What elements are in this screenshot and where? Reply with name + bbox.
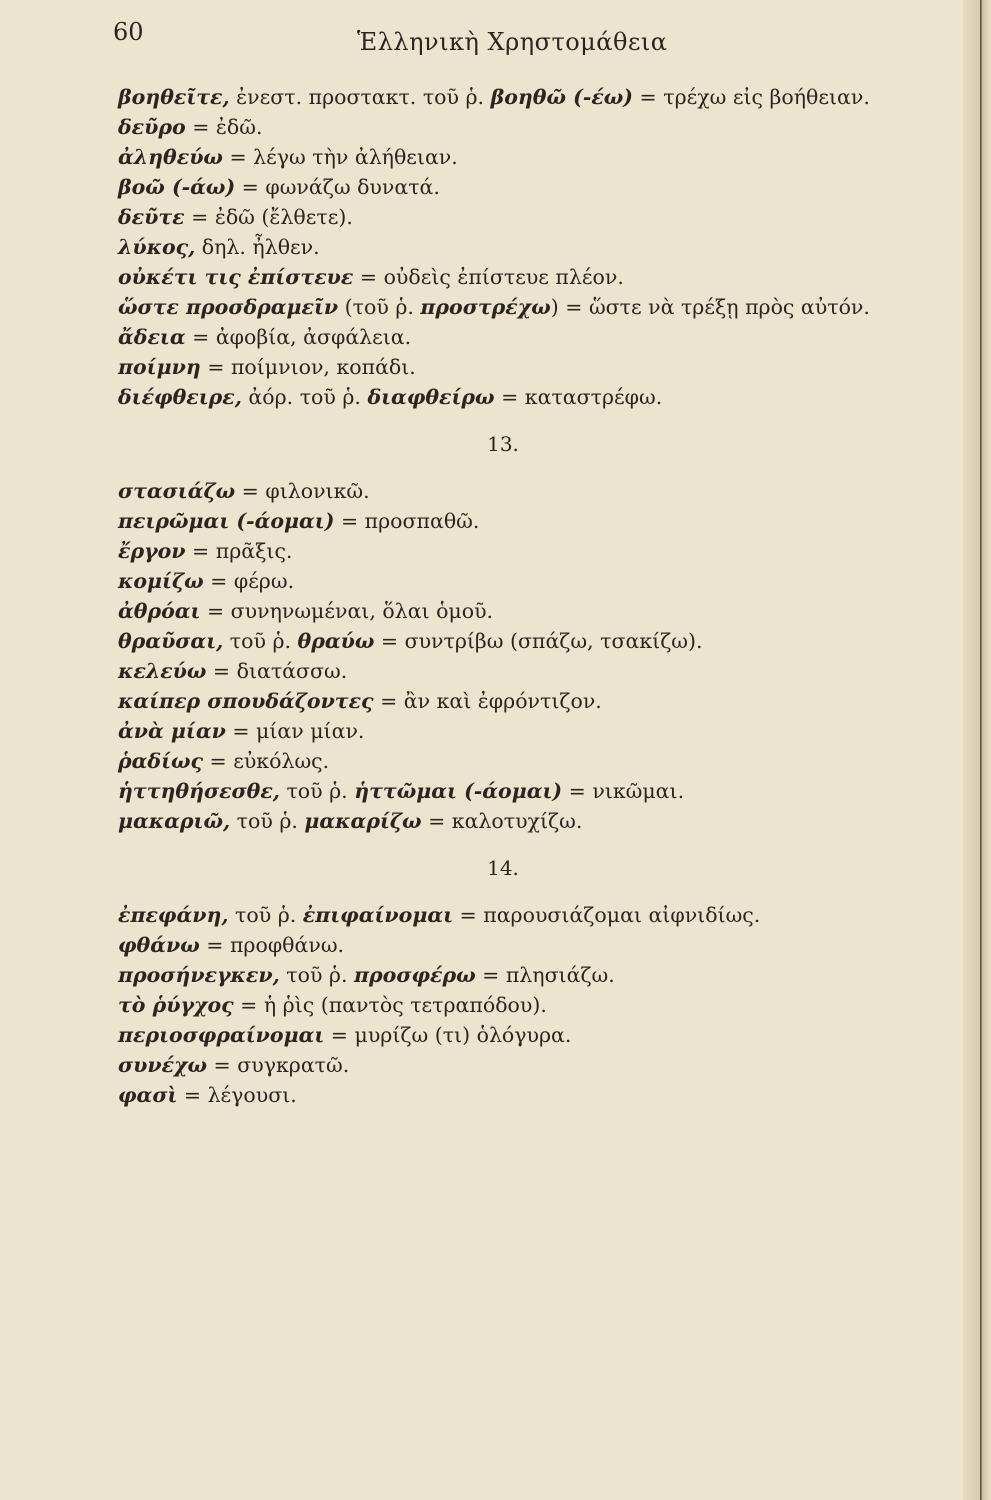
glossary-entry xyxy=(118,626,958,656)
glossary-entry xyxy=(118,506,958,536)
glossary-entry xyxy=(118,686,958,716)
glossary-entry xyxy=(118,960,958,990)
definition-tail: ) = ὥστε νὰ τρέξῃ πρὸς αὐτόν. xyxy=(550,295,870,319)
definition: = φέρω. xyxy=(203,569,295,593)
headword: φθάνω xyxy=(118,933,200,957)
definition: = μίαν μίαν. xyxy=(225,719,365,743)
definition: = ἀφοβία, ἀσφάλεια. xyxy=(185,325,412,349)
glossary-entry xyxy=(118,716,958,746)
glossary-entry xyxy=(118,806,958,836)
glossary-entry xyxy=(118,1020,958,1050)
headword: ἡττηθήσεσθε, xyxy=(118,779,280,803)
definition: = ἡ ῥὶς (παντὸς τετραπόδου). xyxy=(233,993,547,1017)
headword: λύκος, xyxy=(118,235,196,259)
definition-tail: = καλοτυχίζω. xyxy=(421,809,583,833)
definition: = λέγουσι. xyxy=(177,1083,297,1107)
definition: = μυρίζω (τι) ὁλόγυρα. xyxy=(324,1023,572,1047)
definition: ἐνεστ. προστακτ. τοῦ ῥ. xyxy=(229,85,491,109)
definition-tail: = νικῶμαι. xyxy=(562,779,685,803)
definition-tail: = καταστρέφω. xyxy=(494,385,663,409)
glossary-entry xyxy=(118,232,958,262)
headword: πειρῶμαι (-άομαι) xyxy=(118,509,335,533)
headword: δεῦρο xyxy=(118,115,186,139)
glossary-entry xyxy=(118,596,958,626)
headword: προσήνεγκεν, xyxy=(118,963,280,987)
page-number: 60 xyxy=(113,18,144,46)
root-verb: ἡττῶμαι (-άομαι) xyxy=(354,779,563,803)
headword: βοῶ (-άω) xyxy=(118,175,236,199)
definition: = λέγω τὴν ἀλήθειαν. xyxy=(222,145,458,169)
definition: δηλ. ἦλθεν. xyxy=(195,235,320,259)
headword: βοηθεῖτε, xyxy=(118,85,230,109)
running-title: Ἑλληνικὴ Χρηστομάθεια xyxy=(357,28,668,56)
glossary-entry xyxy=(118,292,976,322)
glossary-entry xyxy=(118,566,958,596)
glossary-entry xyxy=(118,382,958,412)
headword: καίπερ σπουδάζοντες xyxy=(118,689,374,713)
definition: τοῦ ῥ. xyxy=(223,629,298,653)
headword: ἄδεια xyxy=(118,325,186,349)
glossary-entry xyxy=(118,82,976,112)
glossary-entry xyxy=(118,202,958,232)
headword: ῥαδίως xyxy=(118,749,204,773)
headword: περιοσφραίνομαι xyxy=(118,1023,325,1047)
headword: μακαριῶ, xyxy=(118,809,231,833)
headword: κελεύω xyxy=(118,659,207,683)
glossary-entry xyxy=(118,262,958,292)
headword: ἀθρόαι xyxy=(118,599,201,623)
headword: ἐπεφάνη, xyxy=(118,903,229,927)
definition: τοῦ ῥ. xyxy=(230,809,305,833)
definition: = διατάσσω. xyxy=(206,659,348,683)
definition: (τοῦ ῥ. xyxy=(338,295,421,319)
headword: διέφθειρε, xyxy=(118,385,242,409)
glossary-entry xyxy=(118,1080,958,1110)
definition: = συγκρατῶ. xyxy=(207,1053,350,1077)
root-verb: προσφέρω xyxy=(354,963,476,987)
definition: = ἂν καὶ ἐφρόντιζον. xyxy=(373,689,602,713)
definition: = εὐκόλως. xyxy=(203,749,330,773)
section-number: 13. xyxy=(487,432,519,456)
definition: = φιλονικῶ. xyxy=(235,479,370,503)
headword: δεῦτε xyxy=(118,205,185,229)
definition-tail: = συντρίβω (σπάζω, τσακίζω). xyxy=(374,629,703,653)
definition: = πρᾶξις. xyxy=(185,539,293,563)
definition: = οὐδεὶς ἐπίστευε πλέον. xyxy=(353,265,624,289)
glossary-entry xyxy=(118,930,958,960)
glossary-entry xyxy=(118,172,958,202)
root-verb: διαφθείρω xyxy=(367,385,495,409)
headword: ὥστε προσδραμεῖν xyxy=(118,295,339,319)
headword: φασὶ xyxy=(118,1083,178,1107)
root-verb: ἐπιφαίνομαι xyxy=(302,903,454,927)
headword: ποίμνη xyxy=(118,355,201,379)
glossary-entry xyxy=(118,142,958,172)
glossary-entry xyxy=(118,746,958,776)
definition: τοῦ ῥ. xyxy=(228,903,303,927)
headword: θραῦσαι, xyxy=(118,629,224,653)
definition: τοῦ ῥ. xyxy=(279,963,355,987)
definition: = προσπαθῶ. xyxy=(334,509,480,533)
page-binding-edge xyxy=(963,0,991,1500)
glossary-entry xyxy=(118,1050,958,1080)
definition-tail: = παρουσιάζομαι αἰφνιδίως. xyxy=(453,903,761,927)
definition-tail: = τρέχω εἰς βοήθειαν. xyxy=(633,85,870,109)
headword: ἔργον xyxy=(118,539,186,563)
glossary-entry xyxy=(118,900,958,930)
glossary-entry xyxy=(118,536,958,566)
glossary-entry xyxy=(118,476,958,506)
definition: = ποίμνιον, κοπάδι. xyxy=(200,355,416,379)
definition: = ἐδῶ. xyxy=(185,115,263,139)
headword: ἀληθεύω xyxy=(118,145,223,169)
glossary-content xyxy=(118,82,958,1110)
root-verb: θραύω xyxy=(297,629,375,653)
page-header xyxy=(0,18,991,68)
definition: = προφθάνω. xyxy=(199,933,345,957)
headword: κομίζω xyxy=(118,569,204,593)
headword: στασιάζω xyxy=(118,479,236,503)
glossary-entry xyxy=(118,322,958,352)
headword: οὐκέτι τις ἐπίστευε xyxy=(118,265,354,289)
root-verb: βοηθῶ (-έω) xyxy=(490,85,634,109)
root-verb: μακαρίζω xyxy=(304,809,422,833)
glossary-entry xyxy=(118,656,958,686)
headword: ἀνὰ μίαν xyxy=(118,719,226,743)
glossary-entry xyxy=(118,990,958,1020)
definition: = ἐδῶ (ἔλθετε). xyxy=(184,205,353,229)
definition-tail: = πλησιάζω. xyxy=(475,963,615,987)
glossary-entry xyxy=(118,776,958,806)
root-verb: προστρέχω xyxy=(420,295,551,319)
definition: = συνηνωμέναι, ὅλαι ὁμοῦ. xyxy=(200,599,494,623)
headword: συνέχω xyxy=(118,1053,208,1077)
definition: ἀόρ. τοῦ ῥ. xyxy=(241,385,368,409)
glossary-entry xyxy=(118,112,958,142)
definition: = φωνάζω δυνατά. xyxy=(235,175,440,199)
section-number: 14. xyxy=(487,856,519,880)
definition: τοῦ ῥ. xyxy=(279,779,355,803)
glossary-entry xyxy=(118,352,958,382)
headword: τὸ ῥύγχος xyxy=(118,993,234,1017)
